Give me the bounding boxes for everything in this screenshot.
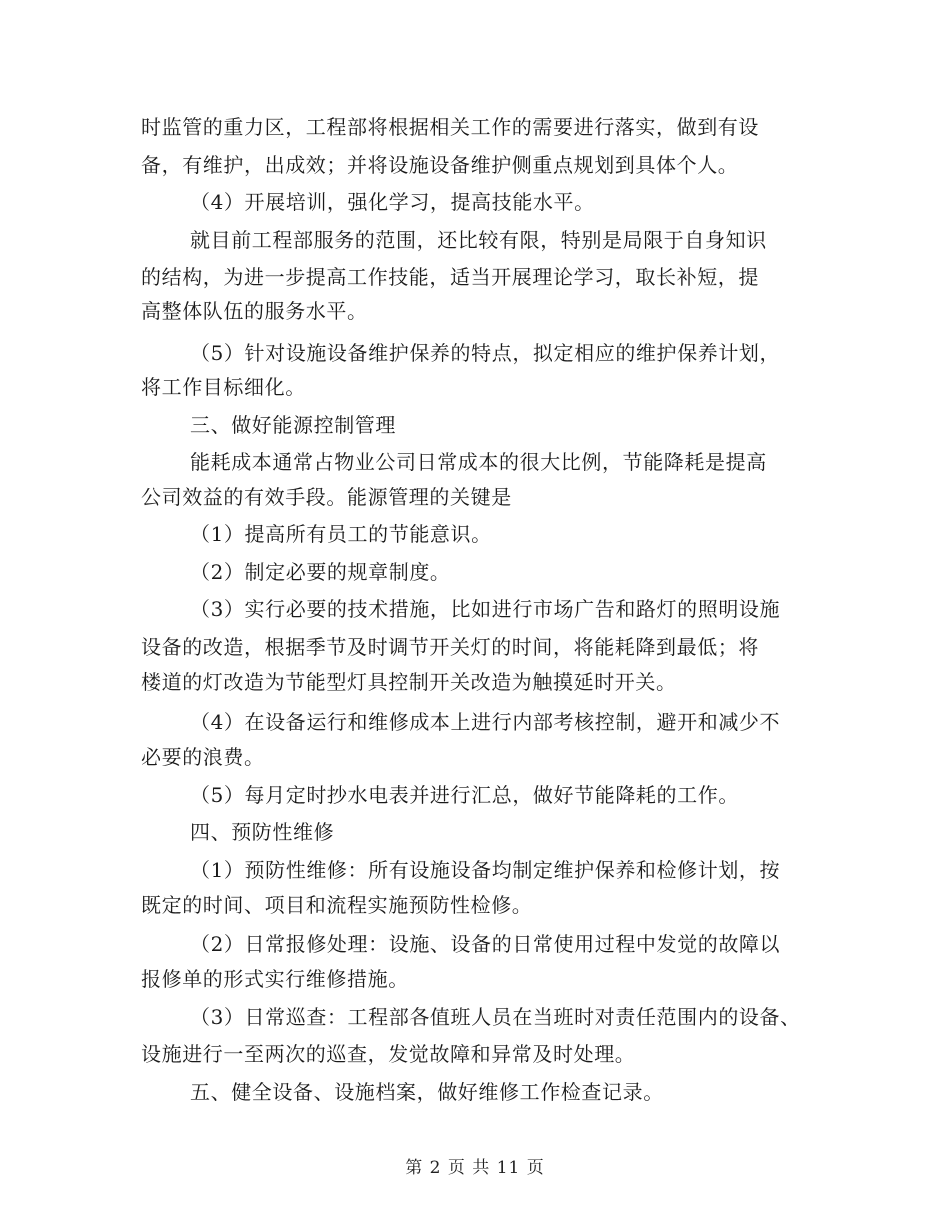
paragraph-line: 设备的改造，根据季节及时调节开关灯的时间，将能耗降到最低；将 (141, 635, 759, 659)
paragraph-line: 公司效益的有效手段。能源管理的关键是 (141, 485, 512, 509)
paragraph-line: 报修单的形式实行维修措施。 (141, 967, 409, 991)
page-number-footer: 第 2 页 共 11 页 (405, 1158, 545, 1178)
paragraph-line: 楼道的灯改造为节能型灯具控制开关改造为触摸延时开关。 (141, 670, 677, 694)
paragraph-line: 将工作目标细化。 (141, 375, 306, 399)
section-heading: 五、健全设备、设施档案，做好维修工作检查记录。 (190, 1080, 664, 1104)
list-item: （3）实行必要的技术措施，比如进行市场广告和路灯的照明设施 (190, 597, 781, 621)
paragraph-line: 既定的时间、项目和流程实施预防性检修。 (141, 893, 533, 917)
list-item: （5）针对设施设备维护保养的特点，拟定相应的维护保养计划， (190, 341, 781, 365)
list-item: （3）日常巡查：工程部各值班人员在当班时对责任范围内的设备、 (190, 1005, 801, 1029)
paragraph-line: 设施进行一至两次的巡查，发觉故障和异常及时处理。 (141, 1042, 636, 1066)
list-item: （5）每月定时抄水电表并进行汇总，做好节能降耗的工作。 (190, 783, 739, 807)
list-item: （1）预防性维修：所有设施设备均制定维护保养和检修计划，按 (190, 858, 781, 882)
list-item: （4）在设备运行和维修成本上进行内部考核控制，避开和减少不 (190, 710, 781, 734)
paragraph-line: 的结构，为进一步提高工作技能，适当开展理论学习，取长补短，提 (141, 265, 759, 289)
section-heading: 四、预防性维修 (190, 820, 335, 844)
list-item: （4）开展培训，强化学习，提高技能水平。 (190, 190, 595, 214)
paragraph-line: 就目前工程部服务的范围，还比较有限，特别是局限于自身知识 (190, 228, 767, 252)
paragraph-line: 必要的浪费。 (141, 745, 265, 769)
paragraph-line: 能耗成本通常占物业公司日常成本的很大比例，节能降耗是提高 (190, 450, 767, 474)
section-heading: 三、做好能源控制管理 (190, 413, 396, 437)
list-item: （2）制定必要的规章制度。 (190, 560, 451, 584)
paragraph-line: 时监管的重力区，工程部将根据相关工作的需要进行落实，做到有设 (141, 115, 759, 139)
paragraph-line: 高整体队伍的服务水平。 (141, 299, 368, 323)
list-item: （2）日常报修处理：设施、设备的日常使用过程中发觉的故障以 (190, 932, 781, 956)
paragraph-line: 备，有维护，出成效；并将设施设备维护侧重点规划到具体个人。 (141, 153, 739, 177)
list-item: （1）提高所有员工的节能意识。 (190, 522, 492, 546)
